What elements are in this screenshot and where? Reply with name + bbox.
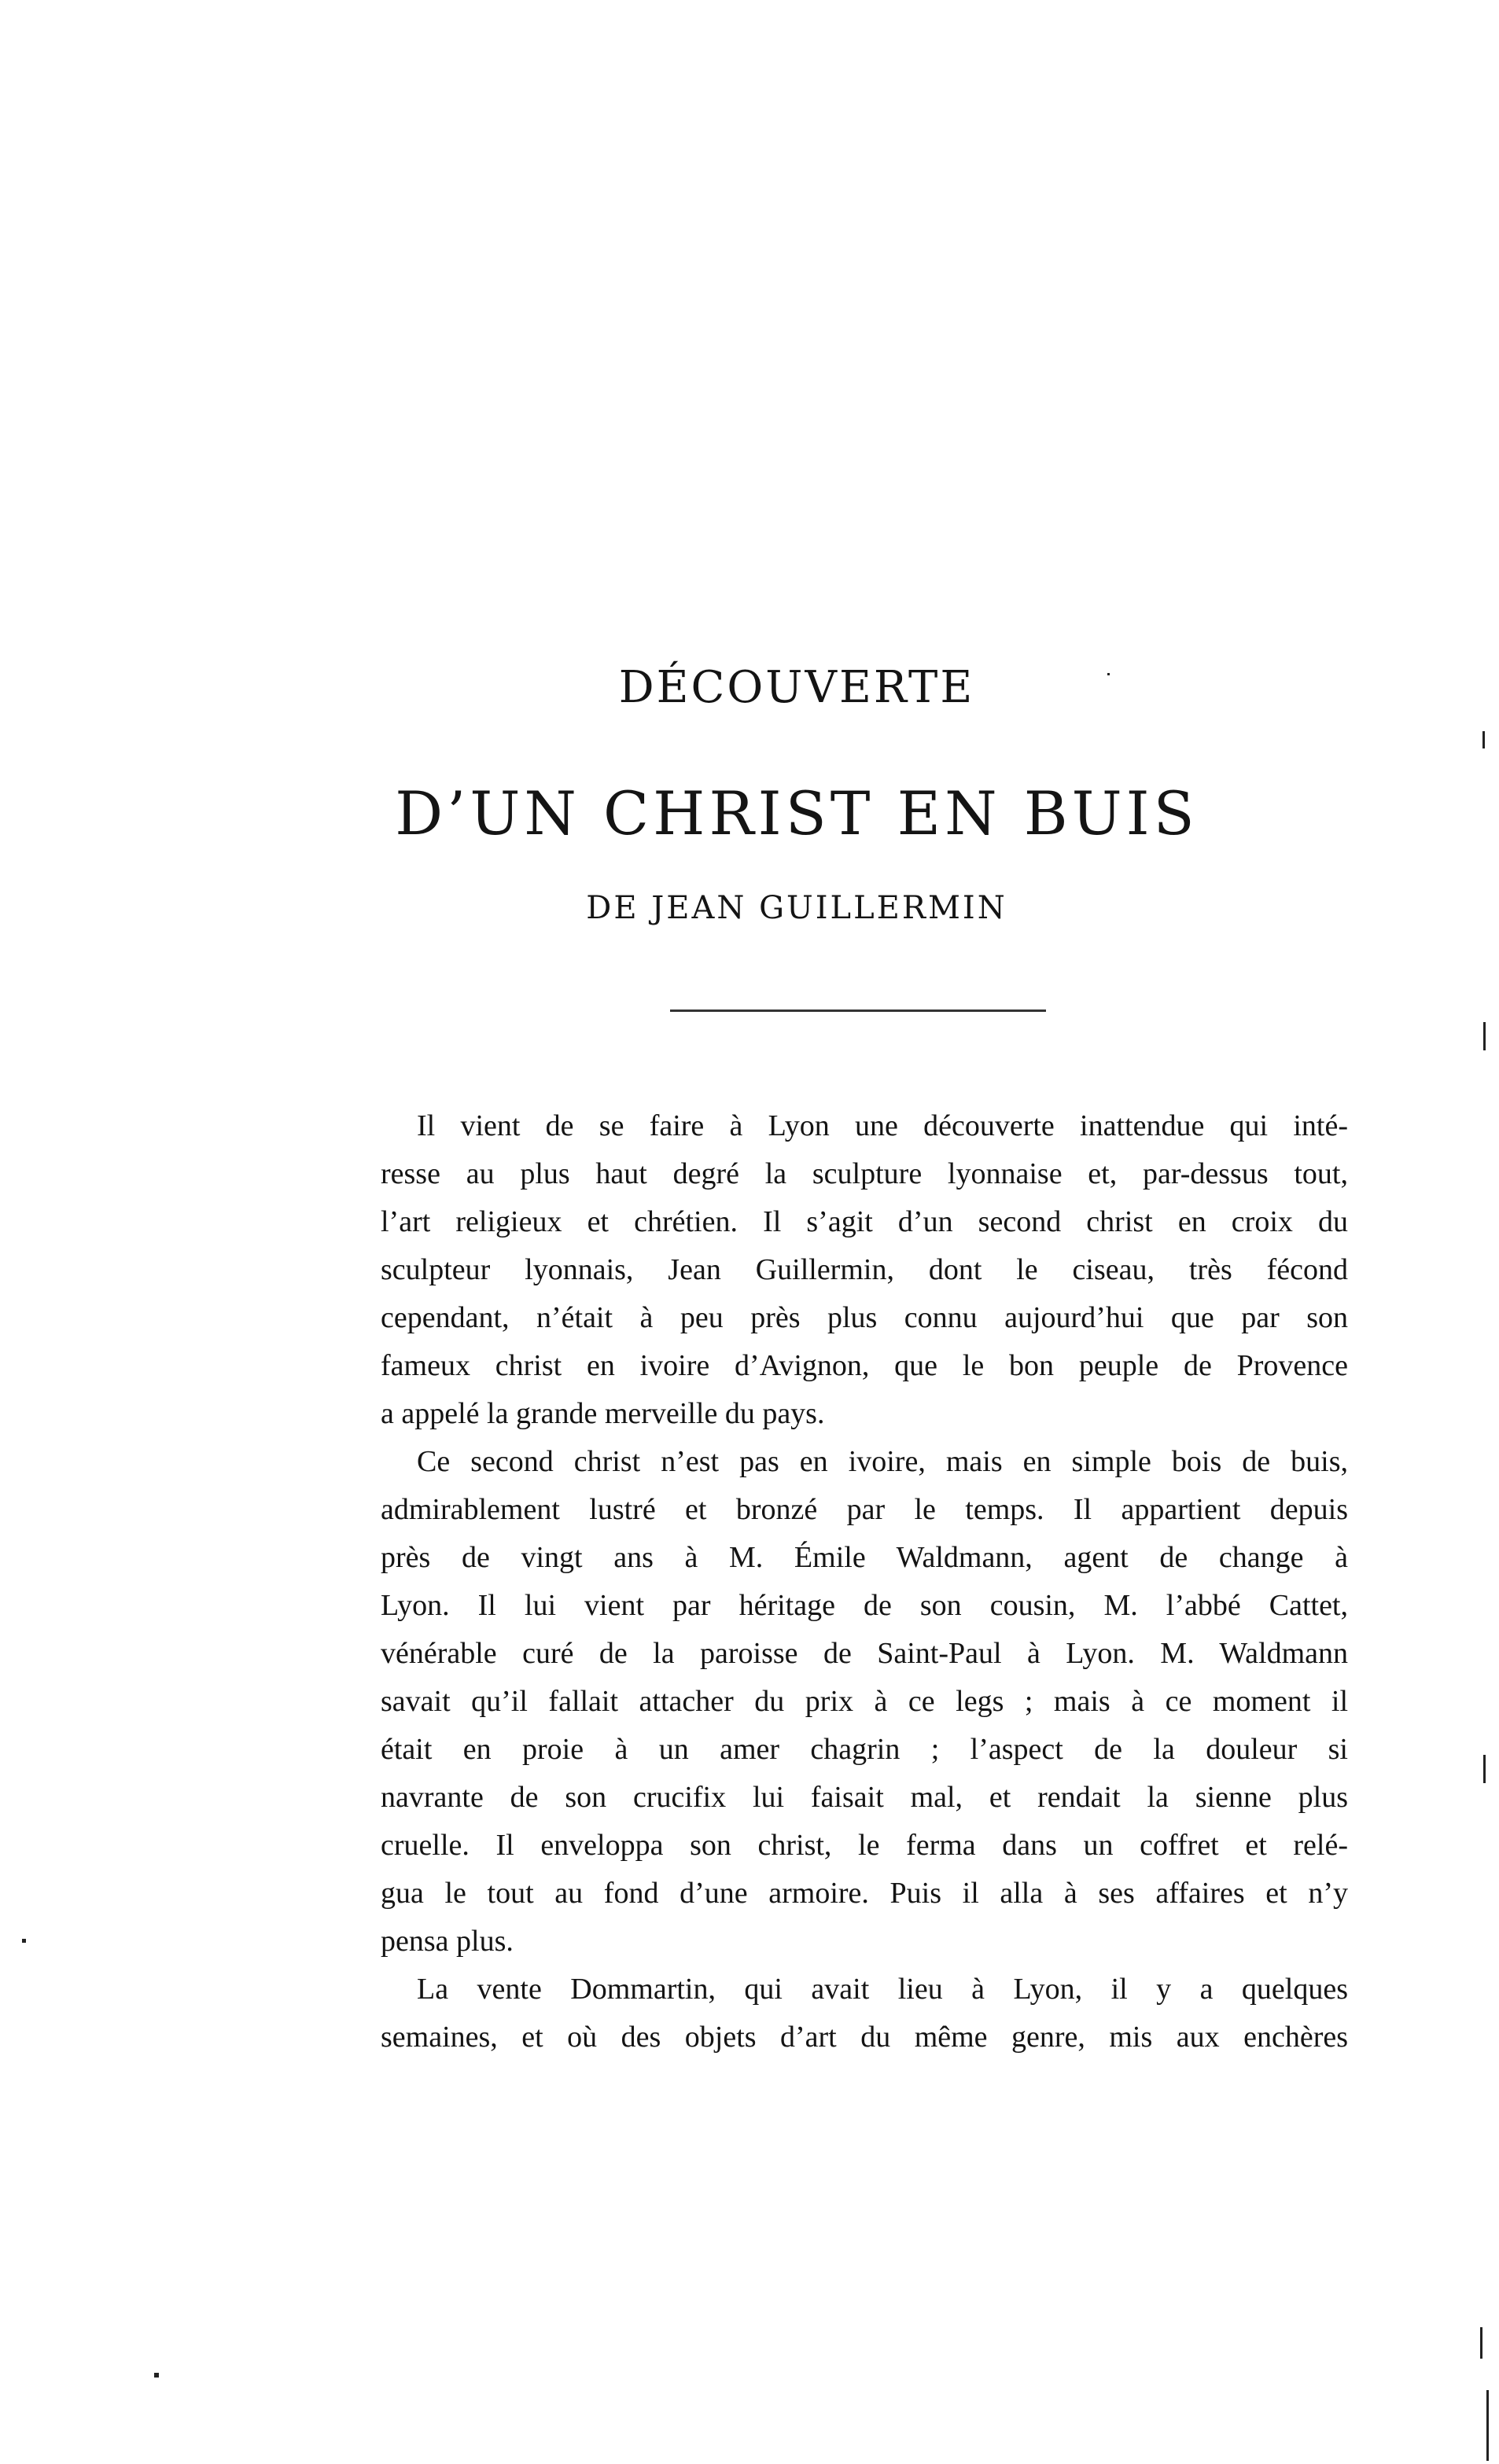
text-line: resse au plus haut degré la sculpture lyonnaise et, par-dessus tout, xyxy=(381,1157,1348,1190)
text-line: l’art religieux et chrétien. Il s’agit d’un second christ en croix du xyxy=(381,1205,1348,1238)
scan-mark xyxy=(1483,1022,1486,1050)
paragraph-1 xyxy=(381,1102,1348,1438)
paragraph-3 xyxy=(381,1966,1348,2061)
title-divider xyxy=(670,1010,1046,1012)
text-line: admirablement lustré et bronzé par le temps. Il appartient depuis xyxy=(381,1493,1348,1526)
text-line: était en proie à un amer chagrin ; l’aspect de la douleur si xyxy=(381,1733,1348,1766)
text-line: fameux christ en ivoire d’Avignon, que le bon peuple de Provence xyxy=(381,1349,1348,1382)
text-line: Ce second christ n’est pas en ivoire, mais en simple bois de buis, xyxy=(417,1445,1348,1478)
scan-mark xyxy=(1482,731,1485,748)
body-text xyxy=(381,1102,1348,2061)
text-line: Lyon. Il lui vient par héritage de son cousin, M. l’abbé Cattet, xyxy=(381,1589,1348,1622)
text-line: La vente Dommartin, qui avait lieu à Lyon, il y a quelques xyxy=(417,1973,1348,2006)
text-line: cependant, n’était à peu près plus connu aujourd’hui que par son xyxy=(381,1301,1348,1334)
subtitle: DE JEAN GUILLERMIN xyxy=(586,890,1007,926)
title-line-1: DÉCOUVERTE xyxy=(618,662,975,713)
text-line: savait qu’il fallait attacher du prix à ce legs ; mais à ce moment il xyxy=(381,1685,1348,1718)
scan-mark xyxy=(1107,673,1110,675)
text-line: a appelé la grande merveille du pays. xyxy=(381,1397,825,1430)
scan-mark xyxy=(22,1939,26,1943)
text-line: près de vingt ans à M. Émile Waldmann, agent de change à xyxy=(381,1541,1348,1574)
title-line-2: D’UN CHRIST EN BUIS xyxy=(395,778,1199,848)
text-line: pensa plus. xyxy=(381,1925,514,1958)
text-line: vénérable curé de la paroisse de Saint-Paul à Lyon. M. Waldmann xyxy=(381,1637,1348,1670)
text-line: Il vient de se faire à Lyon une découverte inattendue qui inté- xyxy=(417,1109,1348,1142)
paragraph-2 xyxy=(381,1438,1348,1966)
scan-mark xyxy=(1483,1755,1486,1783)
text-line: navrante de son crucifix lui faisait mal, et rendait la sienne plus xyxy=(381,1781,1348,1814)
scan-mark xyxy=(1486,2390,1489,2461)
scan-mark xyxy=(154,2373,159,2378)
text-line: semaines, et où des objets d’art du même genre, mis aux enchères xyxy=(381,2021,1348,2054)
text-line: cruelle. Il enveloppa son christ, le ferma dans un coffret et relé- xyxy=(381,1829,1348,1862)
text-line: gua le tout au fond d’une armoire. Puis il alla à ses affaires et n’y xyxy=(381,1877,1348,1910)
scan-mark xyxy=(1480,2327,1482,2359)
text-line: sculpteur lyonnais, Jean Guillermin, dont le ciseau, très fécond xyxy=(381,1253,1348,1286)
